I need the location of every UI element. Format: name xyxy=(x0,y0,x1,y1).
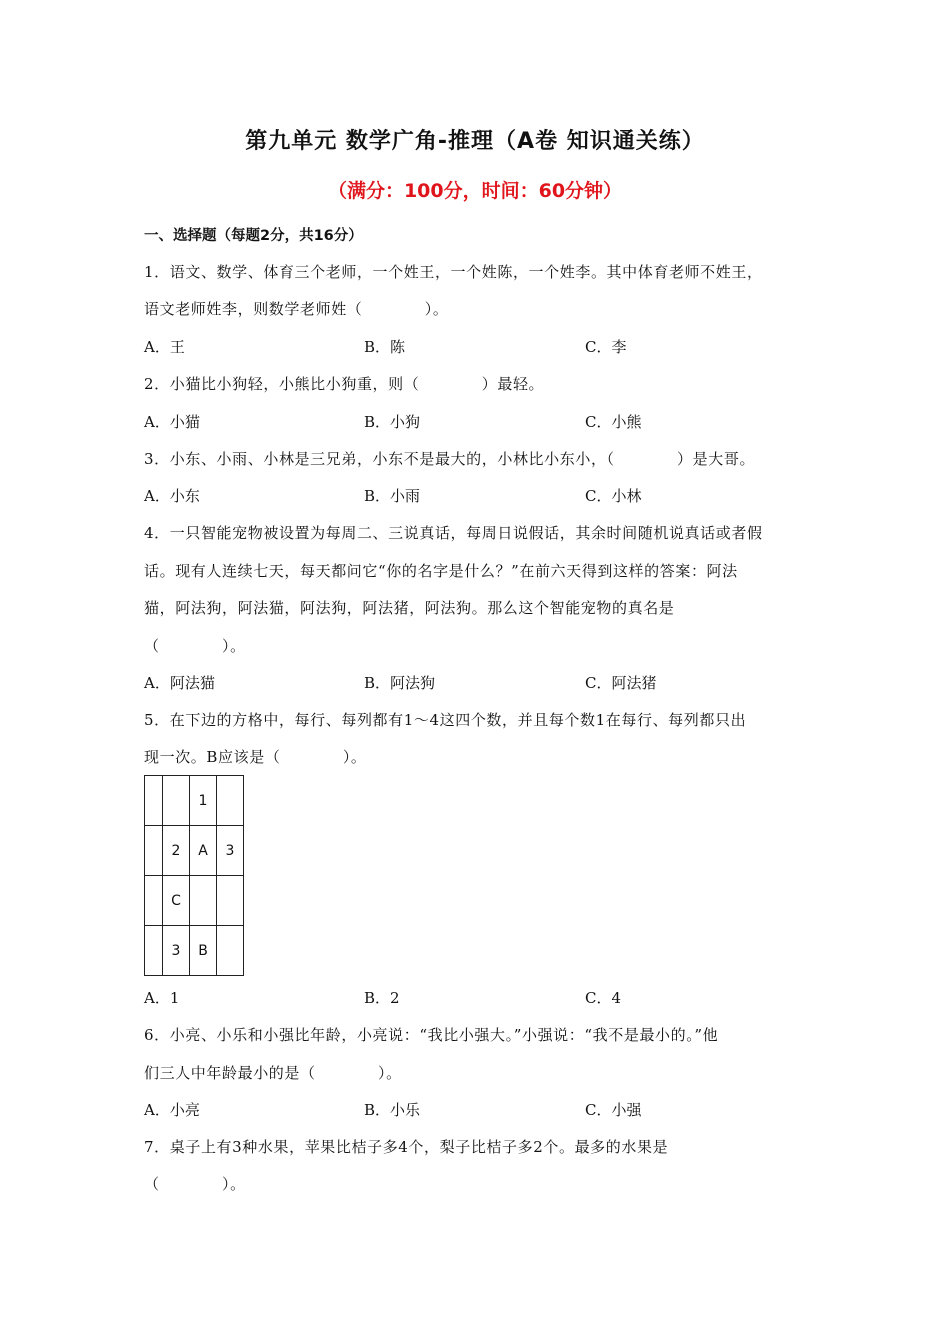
question-1-line-2: 语文老师姓李，则数学老师姓（ ）。 xyxy=(144,300,449,318)
question-6-option-c: C．小强 xyxy=(585,1101,642,1119)
question-5-option-b: B．2 xyxy=(364,989,400,1007)
question-2-line-1: 2．小猫比小狗轻，小熊比小狗重，则（ ）最轻。 xyxy=(144,375,545,393)
question-5-line-2: 现一次。B应该是（ ）。 xyxy=(144,748,367,766)
section-heading: 一、选择题（每题2分，共16分） xyxy=(144,228,363,244)
grid-cell xyxy=(190,876,217,926)
grid-cell: B xyxy=(190,926,217,976)
question-6-option-b: B．小乐 xyxy=(364,1101,421,1119)
grid-cell xyxy=(217,876,244,926)
grid-cell: 2 xyxy=(163,826,190,876)
question-7-line-2: （ ）。 xyxy=(144,1175,246,1193)
grid-row xyxy=(145,776,244,826)
grid-cell: A xyxy=(190,826,217,876)
question-5-option-a: A．1 xyxy=(144,989,180,1007)
number-grid xyxy=(144,775,244,976)
question-4-line-2: 话。现有人连续七天，每天都问它“你的名字是什么？”在前六天得到这样的答案：阿法 xyxy=(144,562,738,580)
question-4-option-c: C．阿法猪 xyxy=(585,674,657,692)
question-6-line-2: 们三人中年龄最小的是（ ）。 xyxy=(144,1064,402,1082)
grid-cell: C xyxy=(163,876,190,926)
question-2-option-a: A．小猫 xyxy=(144,413,200,431)
grid-cell xyxy=(217,926,244,976)
grid-cell: 3 xyxy=(217,826,244,876)
grid-cell xyxy=(145,776,163,826)
question-3-line-1: 3．小东、小雨、小林是三兄弟，小东不是最大的，小林比小东小，（ ）是大哥。 xyxy=(144,450,756,468)
question-7-line-1: 7．桌子上有3种水果，苹果比桔子多4个，梨子比桔子多2个。最多的水果是 xyxy=(144,1138,669,1156)
grid-cell xyxy=(163,776,190,826)
grid-cell xyxy=(145,876,163,926)
question-5-line-1: 5．在下边的方格中，每行、每列都有1～4这四个数，并且每个数1在每行、每列都只出 xyxy=(144,711,747,729)
question-1-option-c: C．李 xyxy=(585,338,627,356)
grid-cell xyxy=(217,776,244,826)
question-3-option-c: C．小林 xyxy=(585,487,642,505)
grid-cell: 1 xyxy=(190,776,217,826)
question-4-line-4: （ ）。 xyxy=(144,637,246,655)
grid-cell: 3 xyxy=(163,926,190,976)
question-5-option-c: C．4 xyxy=(585,989,622,1007)
question-1-option-a: A．王 xyxy=(144,338,185,356)
grid-row xyxy=(145,826,244,876)
grid-cell xyxy=(145,826,163,876)
question-4-line-1: 4．一只智能宠物被设置为每周二、三说真话，每周日说假话，其余时间随机说真话或者假 xyxy=(144,524,763,542)
question-2-option-b: B．小狗 xyxy=(364,413,421,431)
question-6-option-a: A．小亮 xyxy=(144,1101,200,1119)
question-4-line-3: 猫，阿法狗，阿法猫，阿法狗，阿法猪，阿法狗。那么这个智能宠物的真名是 xyxy=(144,599,675,617)
page-subtitle: （满分：100分，时间：60分钟） xyxy=(327,180,623,202)
question-6-line-1: 6．小亮、小乐和小强比年龄，小亮说：“我比小强大。”小强说：“我不是最小的。”他 xyxy=(144,1026,719,1044)
question-3-option-a: A．小东 xyxy=(144,487,200,505)
question-4-option-b: B．阿法狗 xyxy=(364,674,436,692)
question-3-option-b: B．小雨 xyxy=(364,487,421,505)
question-1-option-b: B．陈 xyxy=(364,338,406,356)
question-2-option-c: C．小熊 xyxy=(585,413,642,431)
grid-row xyxy=(145,926,244,976)
question-4-option-a: A．阿法猫 xyxy=(144,674,215,692)
page-title: 第九单元 数学广角-推理（A卷 知识通关练） xyxy=(245,129,705,154)
grid-row xyxy=(145,876,244,926)
grid-cell xyxy=(145,926,163,976)
question-1-line-1: 1．语文、数学、体育三个老师，一个姓王，一个姓陈，一个姓李。其中体育老师不姓王， xyxy=(144,263,763,281)
